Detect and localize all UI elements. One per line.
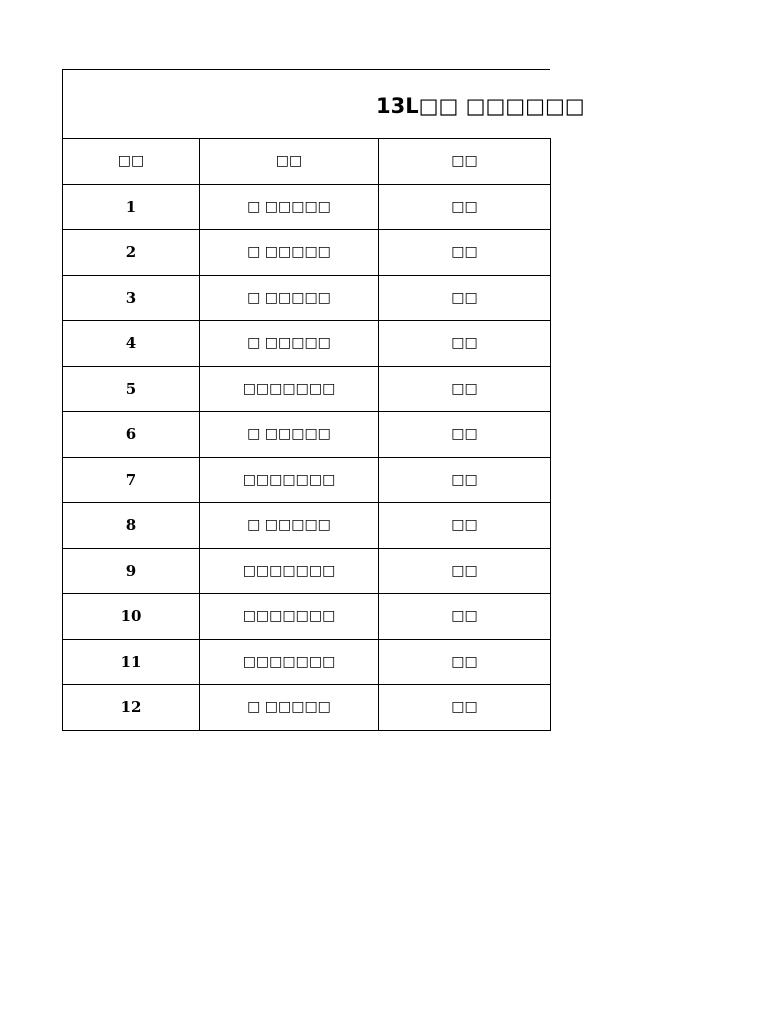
table-row [63,503,551,549]
row-name-cell: □□□□□□□ [200,639,379,685]
row-unit-cell: □□ [379,412,551,458]
row-unit-cell: □□ [379,594,551,640]
row-unit-cell: □□ [379,457,551,503]
row-unit-cell: □□ [379,685,551,731]
table-row [63,685,551,731]
row-unit-cell: □□ [379,230,551,276]
table-row [63,275,551,321]
row-number-cell: 10 [63,594,200,640]
table-row [63,412,551,458]
row-name-cell: □ □□□□□ [200,321,379,367]
row-number-cell: 8 [63,503,200,549]
row-name-cell: □ □□□□□ [200,275,379,321]
row-unit-cell: □□ [379,639,551,685]
data-table [62,138,551,731]
row-name-cell: □ □□□□□ [200,230,379,276]
row-name-cell: □ □□□□□ [200,685,379,731]
table-body [63,139,551,731]
row-unit-cell: □□ [379,503,551,549]
table-row [63,594,551,640]
table-row [63,639,551,685]
row-number-cell: 6 [63,412,200,458]
row-unit-cell: □□ [379,275,551,321]
table-row [63,184,551,230]
row-number-cell: 1 [63,184,200,230]
spreadsheet-table [62,69,585,731]
row-number-cell: 7 [63,457,200,503]
sheet-title: 13L□□ □□□□□□ [376,94,585,118]
table-row [63,548,551,594]
row-unit-cell: □□ [379,548,551,594]
row-name-cell: □ □□□□□ [200,503,379,549]
row-name-cell: □□□□□□□ [200,548,379,594]
table-row [63,321,551,367]
row-name-cell: □ □□□□□ [200,412,379,458]
row-number-cell: 9 [63,548,200,594]
title-row [62,69,585,139]
row-number-cell: 5 [63,366,200,412]
row-number-cell: 12 [63,685,200,731]
row-name-cell: □□□□□□□ [200,594,379,640]
table-row [63,457,551,503]
row-name-cell: □□□□□□□ [200,457,379,503]
row-unit-cell: □□ [379,184,551,230]
row-number-cell: 4 [63,321,200,367]
header-unit: □□ [379,139,551,185]
table-row [63,366,551,412]
row-name-cell: □□□□□□□ [200,366,379,412]
row-number-cell: 11 [63,639,200,685]
table-row [63,230,551,276]
header-name: □□ [200,139,379,185]
row-name-cell: □ □□□□□ [200,184,379,230]
row-number-cell: 2 [63,230,200,276]
row-number-cell: 3 [63,275,200,321]
header-no: □□ [63,139,200,185]
row-unit-cell: □□ [379,366,551,412]
header-row [63,139,551,185]
row-unit-cell: □□ [379,321,551,367]
